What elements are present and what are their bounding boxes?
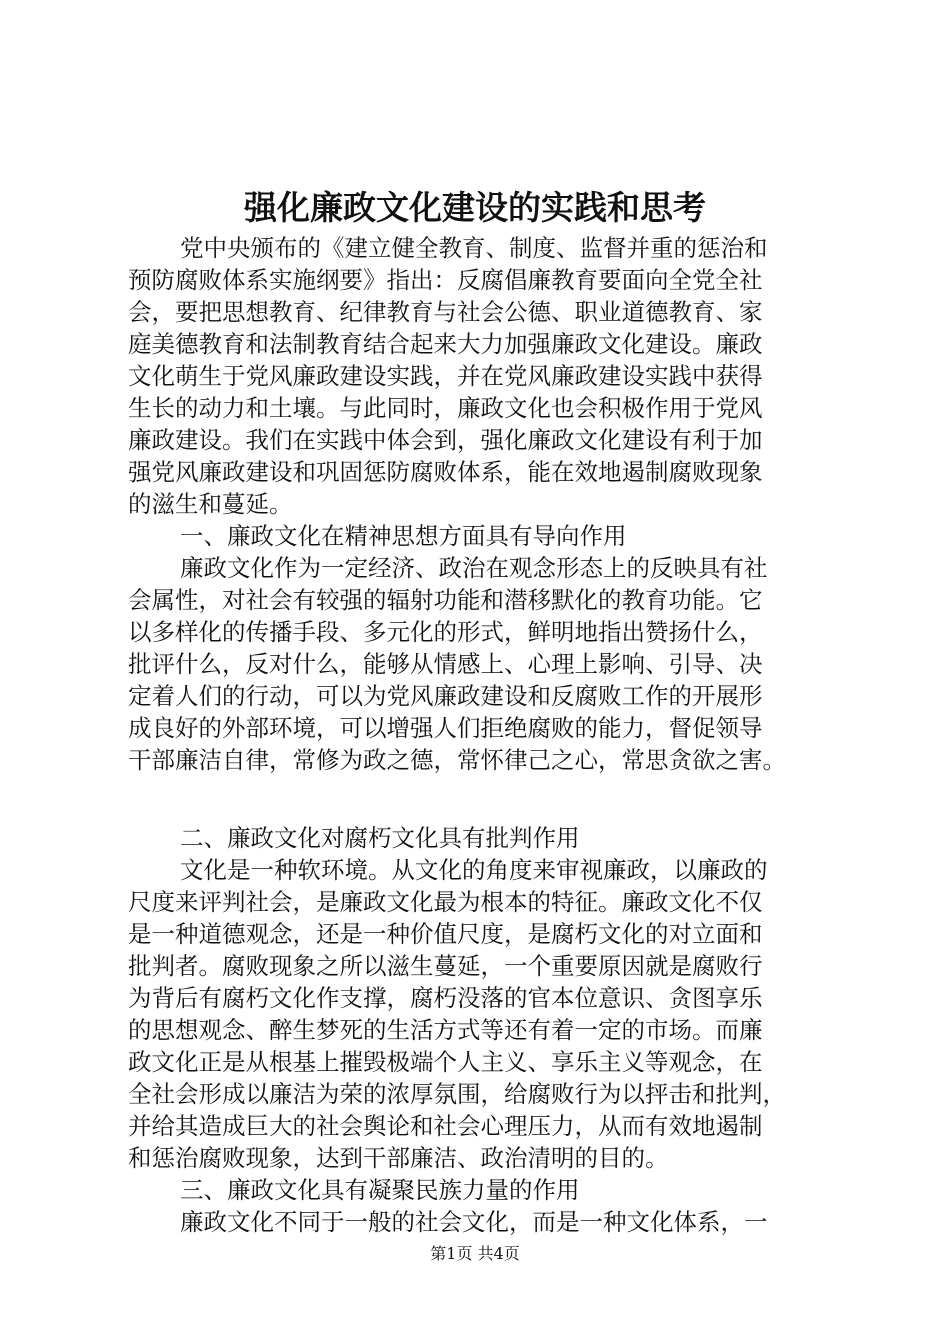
blank-line (128, 776, 853, 822)
paragraph-line: 以多样化的传播手段、多元化的形式，鲜明地指出赞扬什么， (128, 618, 763, 646)
paragraph-line: 文化萌生于党风廉政建设实践，并在党风廉政建设实践中获得 (128, 362, 763, 390)
section-heading: 二、廉政文化对腐朽文化具有批判作用 (180, 824, 580, 852)
section-heading: 一、廉政文化在精神思想方面具有导向作用 (180, 522, 627, 550)
paragraph-line: 党中央颁布的《建立健全教育、制度、监督并重的惩治和 (180, 234, 768, 262)
paragraph-line: 成良好的外部环境，可以增强人们拒绝腐败的能力，督促领导 (128, 714, 763, 742)
section-heading: 三、廉政文化具有凝聚民族力量的作用 (180, 1176, 580, 1204)
paragraph-line: 廉政文化不同于一般的社会文化，而是一种文化体系，一 (180, 1208, 768, 1236)
paragraph-line: 廉政文化作为一定经济、政治在观念形态上的反映具有社 (180, 554, 768, 582)
paragraph-line: 文化是一种软环境。从文化的角度来审视廉政，以廉政的 (180, 856, 768, 884)
paragraph-line: 并给其造成巨大的社会舆论和社会心理压力，从而有效地遏制 (128, 1112, 763, 1140)
paragraph-line: 会属性，对社会有较强的辐射功能和潜移默化的教育功能。它 (128, 586, 763, 614)
paragraph-line: 是一种道德观念，还是一种价值尺度，是腐朽文化的对立面和 (128, 920, 763, 948)
paragraph-line: 生长的动力和土壤。与此同时，廉政文化也会积极作用于党风 (128, 394, 763, 422)
paragraph-line: 和惩治腐败现象，达到干部廉洁、政治清明的目的。 (128, 1144, 669, 1172)
paragraph-line: 尺度来评判社会，是廉政文化最为根本的特征。廉政文化不仅 (128, 888, 763, 916)
paragraph-line: 强党风廉政建设和巩固惩防腐败体系，能在效地遏制腐败现象 (128, 458, 763, 486)
paragraph-line: 的滋生和蔓延。 (128, 490, 293, 518)
document-title: 强化廉政文化建设的实践和思考 (244, 188, 706, 227)
document-body (128, 232, 853, 1238)
paragraph-line: 庭美德教育和法制教育结合起来大力加强廉政文化建设。廉政 (128, 330, 763, 358)
paragraph-line: 为背后有腐朽文化作支撑，腐朽没落的官本位意识、贪图享乐 (128, 984, 763, 1012)
paragraph-line: 批评什么，反对什么，能够从情感上、心理上影响、引导、决 (128, 650, 763, 678)
paragraph-line: 预防腐败体系实施纲要》指出：反腐倡廉教育要面向全党全社 (128, 266, 763, 294)
page-footer: 第1页 共4页 (430, 1244, 520, 1263)
paragraph-line: 廉政建设。我们在实践中体会到，强化廉政文化建设有利于加 (128, 426, 763, 454)
paragraph-line: 的思想观念、醉生梦死的生活方式等还有着一定的市场。而廉 (128, 1016, 763, 1044)
paragraph-line: 批判者。腐败现象之所以滋生蔓延，一个重要原因就是腐败行 (128, 952, 763, 980)
paragraph-line: 定着人们的行动，可以为党风廉政建设和反腐败工作的开展形 (128, 682, 763, 710)
paragraph-line: 会，要把思想教育、纪律教育与社会公德、职业道德教育、家 (128, 298, 763, 326)
paragraph-line: 干部廉洁自律，常修为政之德，常怀律己之心，常思贪欲之害。 (128, 746, 786, 774)
paragraph-line: 全社会形成以廉洁为荣的浓厚氛围，给腐败行为以抨击和批判， (128, 1080, 786, 1108)
paragraph-line: 政文化正是从根基上摧毁极端个人主义、享乐主义等观念，在 (128, 1048, 763, 1076)
